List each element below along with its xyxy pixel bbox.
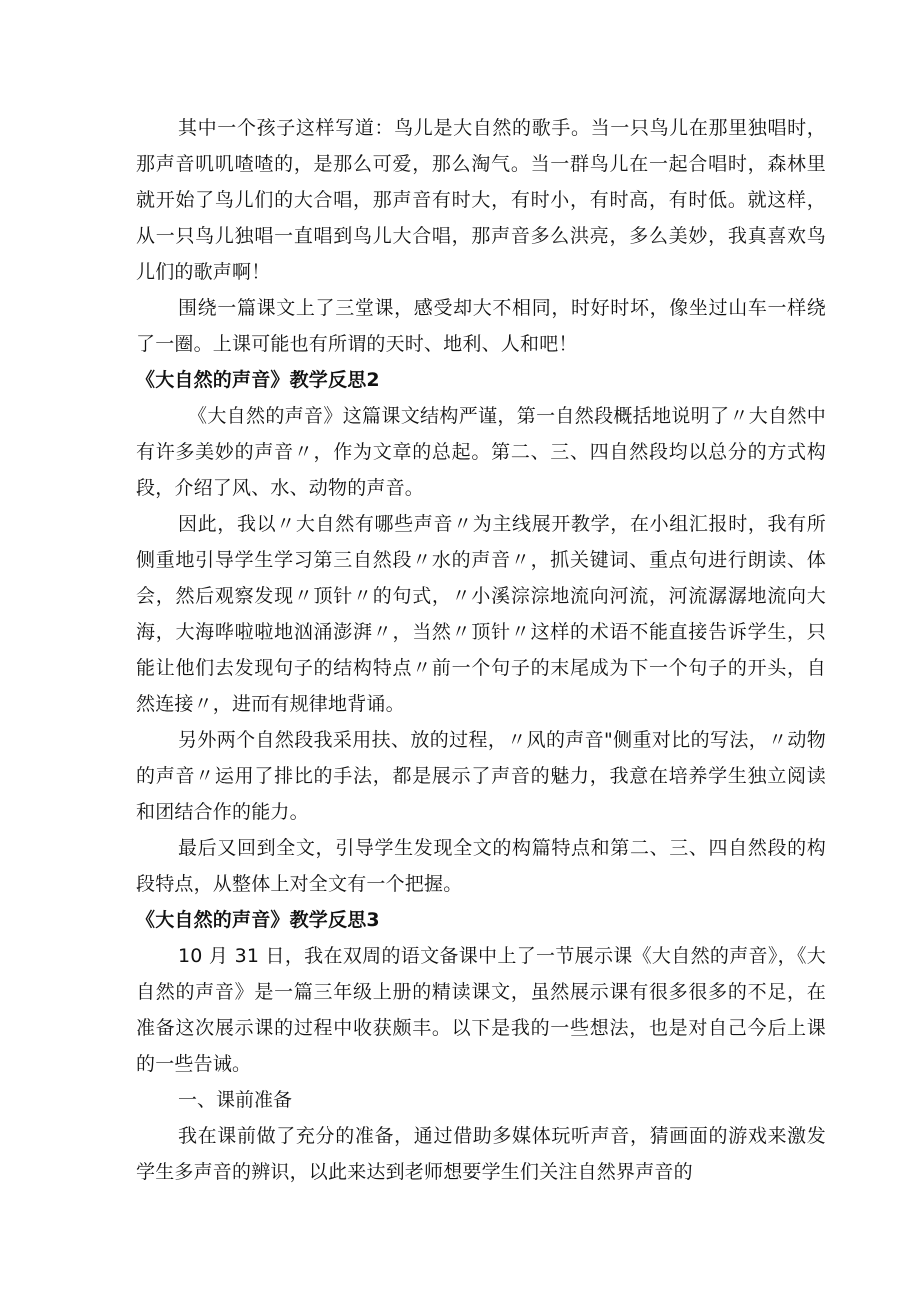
paragraph-bird-song: 其中一个孩子这样写道：鸟儿是大自然的歌手。当一只鸟儿在那里独唱时，那声音叽叽喳喳的，是那么可爱，那么淘气。当一群鸟儿在一起合唱时，森林里就开始了鸟儿们的大合唱，那声音有时大，有时小，有时高，有时低。就这样，从一只鸟儿独唱一直唱到鸟儿大合唱，那声音多么洪亮，多么美妙，我真喜欢鸟儿们的歌声啊！ [136,117,826,283]
subheading-preparation: 一、课前准备 [178,1089,293,1111]
section-heading-reflection-2: 《大自然的声音》教学反思2 [136,369,380,391]
paragraph-three-lessons: 围绕一篇课文上了三堂课，感受却大不相同，时好时坏，像坐过山车一样绕了一圈。上课可能也有所谓的天时、地利、人和吧！ [136,297,826,355]
section-heading-reflection-3: 《大自然的声音》教学反思3 [136,909,380,931]
document-body [136,110,826,1190]
paragraph-text-structure: 《大自然的声音》这篇课文结构严谨，第一自然段概括地说明了〃大自然中有许多美妙的声音〃，作为文章的总起。第二、三、四自然段均以总分的方式构段，介绍了风、水、动物的声音。 [136,405,826,499]
paragraph-preparation: 我在课前做了充分的准备，通过借助多媒体玩听声音，猜画面的游戏来激发学生多声音的辨识，以此来达到老师想要学生们关注自然界声音的 [136,1125,826,1183]
paragraph-main-thread: 因此，我以〃大自然有哪些声音〃为主线展开教学，在小组汇报时，我有所侧重地引导学生学习第三自然段〃水的声音〃，抓关键词、重点句进行朗读、体会，然后观察发现〃顶针〃的句式，〃小溪淙淙地流向河流，河流潺潺地流向大海，大海哗啦啦地汹涌澎湃〃，当然〃顶针〃这样的术语不能直接告诉学生，只能让他们去发现句子的结构特点〃前一个句子的末尾成为下一个句子的开头，自然连接〃，进而有规律地背诵。 [136,513,826,715]
paragraph-demo-lesson: 10 月 31 日，我在双周的语文备课中上了一节展示课《大自然的声音》，《大自然的声音》是一篇三年级上册的精读课文，虽然展示课有很多很多的不足，在准备这次展示课的过程中收获颇丰。以下是我的一些想法，也是对自己今后上课的一些告诫。 [136,945,826,1075]
paragraph-return-to-whole: 最后又回到全文，引导学生发现全文的构篇特点和第二、三、四自然段的构段特点，从整体上对全文有一个把握。 [136,837,826,895]
paragraph-other-sections: 另外两个自然段我采用扶、放的过程，〃风的声音"侧重对比的写法，〃动物的声音〃运用了排比的手法，都是展示了声音的魅力，我意在培养学生独立阅读和团结合作的能力。 [136,729,826,823]
